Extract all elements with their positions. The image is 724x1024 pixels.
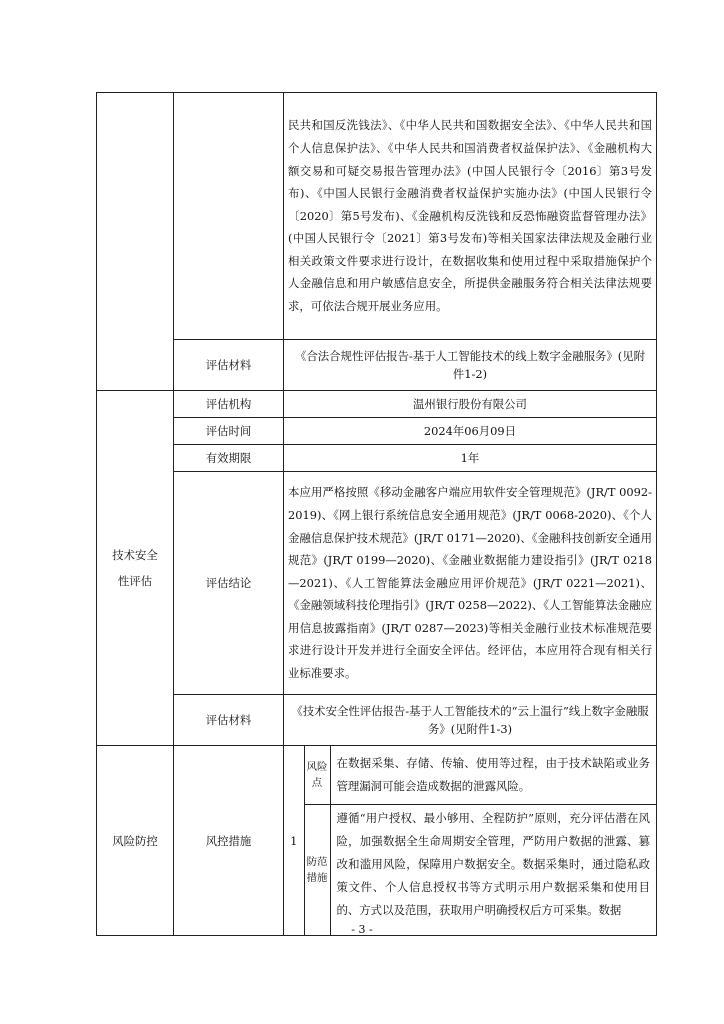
risk-detail-cell [284,746,657,936]
legal-content-label-cell [174,93,284,340]
risk-section-label: 风险防控 [97,746,174,936]
risk-point-label: 风险点 [304,746,330,805]
tech-material-row [97,695,657,746]
tech-material-value: 《技术安全性评估报告-基于人工智能技术的“云上温行”线上数字金融服务》(见附件1-3) [284,695,657,746]
assessment-table [96,92,657,936]
legal-section-cell [97,93,174,391]
legal-material-row [97,340,657,391]
agency-value: 温州银行股份有限公司 [284,391,657,418]
prevention-label: 防范措施 [304,805,330,936]
agency-row [97,391,657,418]
conclusion-label: 评估结论 [174,472,284,695]
legal-material-label: 评估材料 [174,340,284,391]
risk-row [97,746,657,936]
risk-detail-table [284,746,656,935]
conclusion-value: 本应用严格按照《移动金融客户端应用软件安全管理规范》(JR/T 0092-2019)、《网上银行系统信息安全通用规范》(JR/T 0068-2020)、《个人金融信息保护技术规范》(JR/T 0171—2020)、《金融科技创新安全通用规范》(JR/T 0199—2020)、《金融业数据能力建设指引》(JR/T 0218—2021)、《人工智能算法金融应用评价规范》(JR/T 0221—2021)、《金融领域科技伦理指引》(JR/T 0258—2022)、《人工智能算法金融应用信息披露指南》(JR/T 0287—2023)等相关金融行业技术标准规范要求进行设计开发并进行全面安全评估。经评估，本应用符合现有相关行业标准要求。 [284,472,657,695]
time-value: 2024年06月09日 [284,418,657,445]
legal-compliance-text: 民共和国反洗钱法》、《中华人民共和国数据安全法》、《中华人民共和国个人信息保护法》、《中华人民共和国消费者权益保护法》、《金融机构大额交易和可疑交易报告管理办法》(中国人民银行令〔2016〕第3号发布)、《中国人民银行金融消费者权益保护实施办法》(中国人民银行令〔2020〕第5号发布)、《金融机构反洗钱和反恐怖融资监督管理办法》(中国人民银行令〔2021〕第3号发布)等相关国家法律法规及金融行业相关政策文件要求进行设计，在数据收集和使用过程中采取措施保护个人金融信息和用户敏感信息安全，所提供金融服务符合相关法律法规要求，可依法合规开展业务应用。 [284,93,657,340]
page-number: - 3 - [351,923,373,936]
legal-compliance-row [97,93,657,340]
risk-point-text: 在数据采集、存储、传输、使用等过程，由于技术缺陷或业务管理漏洞可能会造成数据的泄露风险。 [330,746,656,805]
legal-material-value: 《合法合规性评估报告-基于人工智能技术的线上数字金融服务》(见附件1-2) [284,340,657,391]
validity-row [97,445,657,472]
conclusion-row [97,472,657,695]
tech-material-label: 评估材料 [174,695,284,746]
agency-label: 评估机构 [174,391,284,418]
prevention-text: 遵循“用户授权、最小够用、全程防护”原则，充分评估潜在风险，加强数据全生命周期安全管理，严防用户数据的泄露、篡改和滥用风险，保障用户数据安全。数据采集时，通过隐私政策文件、个人信息授权书等方式明示用户数据采集和使用目的、方式以及范围，获取用户明确授权后方可采集。数据 [330,805,656,936]
tech-security-section-label: 技术安全性评估 [97,391,174,746]
validity-label: 有效期限 [174,445,284,472]
risk-item-number: 1 [284,746,304,935]
validity-value: 1年 [284,445,657,472]
risk-measure-label: 风控措施 [174,746,284,936]
time-row [97,418,657,445]
time-label: 评估时间 [174,418,284,445]
